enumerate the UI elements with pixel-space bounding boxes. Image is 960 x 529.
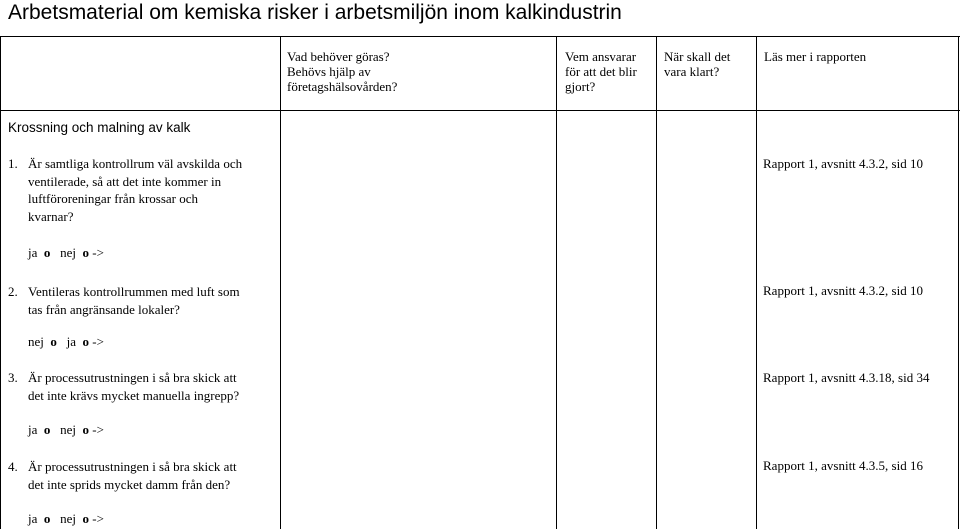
question-text: Är processutrustningen i så bra skick att <box>28 459 237 474</box>
question-2 <box>8 283 280 318</box>
answer-options[interactable] <box>28 511 104 527</box>
header-line: gjort? <box>565 79 596 94</box>
arrow-indicator: -> <box>92 511 104 526</box>
section-title: Krossning och malning av kalk <box>8 120 191 135</box>
header-line: När skall det <box>664 49 731 64</box>
column-divider <box>656 36 657 529</box>
header-when-done <box>664 49 730 79</box>
header-line: Vem ansvarar <box>565 49 637 64</box>
question-text: Ventileras kontrollrummen med luft som <box>28 284 240 299</box>
question-text: det inte sprids mycket damm från den? <box>28 476 231 492</box>
option-checkbox[interactable]: o <box>82 422 90 437</box>
option-label: nej <box>60 245 77 260</box>
arrow-indicator: -> <box>92 245 104 260</box>
header-line: vara klart? <box>664 64 720 79</box>
table-top-border <box>0 36 960 37</box>
option-checkbox[interactable]: o <box>82 245 90 260</box>
column-divider <box>756 36 757 529</box>
question-text: Är samtliga kontrollrum väl avskilda och <box>28 156 243 171</box>
question-number: 1. <box>8 156 18 171</box>
header-read-more <box>764 49 866 64</box>
header-line: Vad behöver göras? <box>287 49 390 64</box>
header-line: Behövs hjälp av <box>287 64 371 79</box>
header-bottom-border <box>0 110 960 111</box>
report-reference: Rapport 1, avsnitt 4.3.18, sid 34 <box>763 370 930 385</box>
option-label: nej <box>60 422 77 437</box>
header-line: Läs mer i rapporten <box>764 49 867 64</box>
column-divider <box>280 36 281 529</box>
report-reference: Rapport 1, avsnitt 4.3.2, sid 10 <box>763 156 923 171</box>
option-checkbox[interactable]: o <box>43 422 51 437</box>
page-title: Arbetsmaterial om kemiska risker i arbetsmiljön inom kalkindustrin <box>8 1 622 24</box>
header-what-to-do <box>287 49 397 94</box>
option-label: nej <box>28 334 44 349</box>
option-checkbox[interactable]: o <box>43 245 51 260</box>
option-label: ja <box>66 334 77 349</box>
question-text: Är processutrustningen i så bra skick att <box>28 370 237 385</box>
column-divider <box>958 36 959 529</box>
column-divider <box>0 36 1 529</box>
question-text: tas från angränsande lokaler? <box>28 301 180 317</box>
answer-options[interactable] <box>28 422 104 438</box>
question-text: det inte krävs mycket manuella ingrepp? <box>28 387 240 403</box>
question-4 <box>8 458 280 493</box>
question-3 <box>8 369 280 404</box>
question-text: kvarnar? <box>28 208 74 224</box>
option-checkbox[interactable]: o <box>50 334 57 349</box>
header-line: företagshälsovården? <box>287 79 398 94</box>
answer-options[interactable] <box>28 245 104 261</box>
option-checkbox[interactable]: o <box>82 334 90 349</box>
option-checkbox[interactable]: o <box>43 511 51 526</box>
question-number: 4. <box>8 459 18 474</box>
option-label: nej <box>60 511 77 526</box>
arrow-indicator: -> <box>92 334 104 349</box>
column-divider <box>556 36 557 529</box>
question-text: ventilerade, så att det inte kommer in <box>28 173 222 189</box>
arrow-indicator: -> <box>92 422 104 437</box>
report-reference: Rapport 1, avsnitt 4.3.2, sid 10 <box>763 283 923 298</box>
question-number: 3. <box>8 370 18 385</box>
header-responsible <box>565 49 637 94</box>
option-label: ja <box>28 245 38 260</box>
answer-options[interactable] <box>28 334 104 350</box>
question-1 <box>8 155 280 225</box>
option-label: ja <box>28 422 38 437</box>
option-checkbox[interactable]: o <box>82 511 90 526</box>
question-text: luftföroreningar från krossar och <box>28 191 199 206</box>
report-reference: Rapport 1, avsnitt 4.3.5, sid 16 <box>763 458 923 473</box>
header-line: för att det blir <box>565 64 637 79</box>
option-label: ja <box>28 511 38 526</box>
question-number: 2. <box>8 284 18 299</box>
